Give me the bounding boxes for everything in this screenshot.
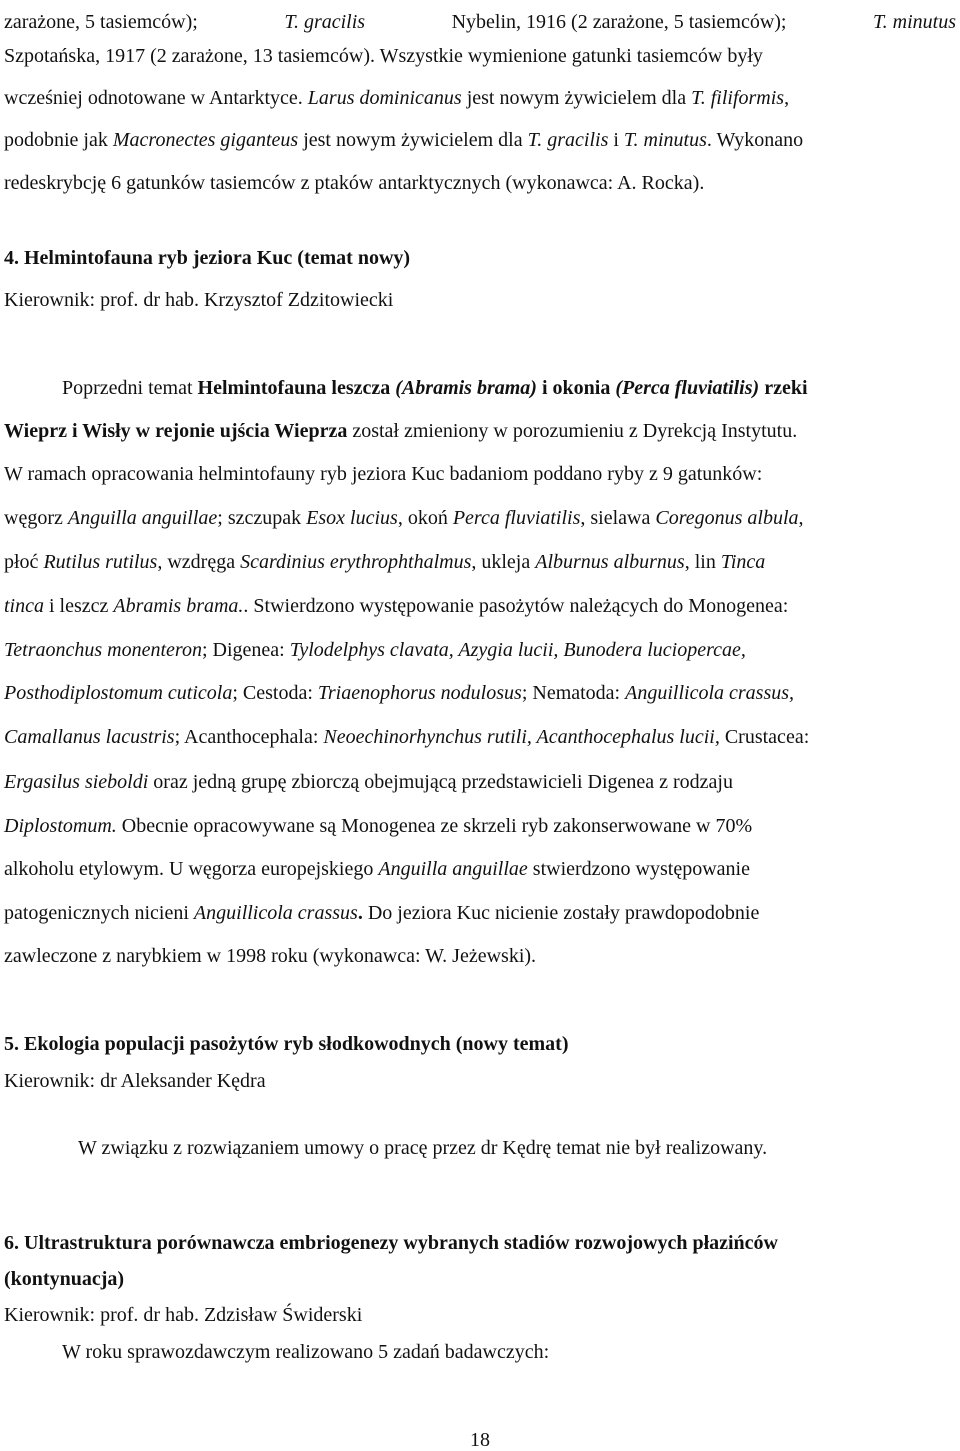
text-run: , lin (684, 551, 721, 573)
species-name: Neoechinorhynchus rutili, Acanthocephalus lucii, (323, 726, 720, 748)
text-run: , ukleja (471, 551, 536, 573)
text-run: ; Digenea: (201, 639, 290, 661)
species-name: Abramis brama. (113, 595, 244, 617)
text-run: Nybelin, 1916 (2 zarażone, 5 tasiemców); (446, 11, 792, 33)
s4-line-2 (4, 421, 956, 441)
intro-line-4 (4, 130, 956, 150)
text-run: . (357, 902, 363, 924)
text-run: podobnie jak (4, 129, 113, 151)
s4-line-7 (4, 640, 956, 660)
intro-line-3 (4, 88, 956, 108)
species-name: Tylodelphys clavata, Azygia lucii, Bunodera luciopercae, (289, 639, 746, 661)
species-name: Anguilla anguillae (378, 858, 528, 880)
text-run: jest nowym żywicielem dla (461, 87, 692, 109)
s4-line-3: W ramach opracowania helmintofauny ryb jeziora Kuc badaniom poddano ryby z 9 gatunków: (4, 463, 763, 485)
species-name: Coregonus albula (655, 507, 799, 529)
species-name: Anguillicola crassus, (625, 682, 795, 704)
species-name: Tetraonchus monenteron (4, 639, 202, 661)
text-run: płoć (4, 551, 44, 573)
species-name: Larus dominicanus (307, 87, 462, 109)
text-run: stwierdzono występowanie (527, 858, 750, 880)
s4-line-12 (4, 859, 956, 879)
text-run: został zmieniony w porozumieniu z Dyrekcją Instytutu. (347, 420, 798, 442)
section-6-text: W roku sprawozdawczym realizowano 5 zadań badawczych: (62, 1341, 550, 1363)
species-name: tinca (4, 595, 44, 617)
s4-line-6 (4, 596, 956, 616)
species-name: Anguilla anguillae (67, 507, 218, 529)
text-run: , (798, 507, 804, 529)
s4-line-1 (62, 378, 956, 398)
text-run: ; Cestoda: (232, 682, 318, 704)
s4-line-5 (4, 552, 956, 572)
species-name: T. gracilis (284, 11, 366, 33)
intro-line-2 (4, 46, 956, 66)
s4-line-10 (4, 772, 956, 792)
text-run: , wzdręga (157, 551, 241, 573)
species-name: T. gracilis (527, 129, 609, 151)
topic-title: i okonia (536, 377, 616, 399)
text-run: Poprzedni temat (62, 377, 198, 399)
species-name: Alburnus alburnus (535, 551, 685, 573)
species-name: Camallanus lacustris (4, 726, 175, 748)
species-name: Esox lucius (306, 507, 398, 529)
text-run: . Stwierdzono występowanie pasożytów należących do Monogenea: (243, 595, 789, 617)
text-run: Szpotańska, 1917 (2 zarażone, 13 tasiemców). Wszystkie wymienione gatunki tasiemców były (4, 45, 763, 67)
text-run: , (784, 87, 790, 109)
s4-line-8 (4, 683, 956, 703)
species-name: Posthodiplostomum cuticola (4, 682, 233, 704)
species-name: Scardinius erythrophthalmus (240, 551, 472, 573)
species-name: Diplostomum. (4, 815, 117, 837)
species-name: Ergasilus sieboldi (4, 771, 149, 793)
text-run: wcześniej odnotowane w Antarktyce. (4, 87, 308, 109)
species-name: Tinca (720, 551, 766, 573)
text-run: alkoholu etylowym. U węgorza europejskiego (4, 858, 379, 880)
text-run: i leszcz (44, 595, 114, 617)
section-6-heading-cont: (kontynuacja) (4, 1268, 125, 1290)
text-run: . Wykonano (706, 129, 804, 151)
text-run: Crustacea: (719, 726, 810, 748)
section-4-leader: Kierownik: prof. dr hab. Krzysztof Zdzitowiecki (4, 289, 394, 311)
text-run: ; Acanthocephala: (174, 726, 324, 748)
text-run: oraz jedną grupę zbiorczą obejmującą przedstawicieli Digenea z rodzaju (148, 771, 733, 793)
s4-line-14: zawleczone z narybkiem w 1998 roku (wykonawca: W. Jeżewski). (4, 945, 537, 967)
text-run: redeskrybcję 6 gatunków tasiemców z ptaków antarktycznych (wykonawca: A. Rocka). (4, 172, 705, 194)
topic-title: Helmintofauna leszcza (197, 377, 396, 399)
topic-title: rzeki (759, 377, 808, 399)
s4-line-4 (4, 508, 956, 528)
text-run: węgorz (4, 507, 68, 529)
species-name: Macronectes giganteus (112, 129, 299, 151)
section-5-leader: Kierownik: dr Aleksander Kędra (4, 1070, 266, 1092)
s4-line-9 (4, 727, 956, 747)
species-name: Rutilus rutilus (43, 551, 158, 573)
species-name: Anguillicola crassus (193, 902, 358, 924)
species-name: T. filiformis (691, 87, 785, 109)
s4-line-11 (4, 816, 956, 836)
text-run: patogenicznych nicieni (4, 902, 194, 924)
text-run: ; szczupak (217, 507, 307, 529)
text-run: ; Nematoda: (521, 682, 626, 704)
s4-line-13 (4, 903, 956, 923)
topic-title: Wieprz i Wisły w rejonie ujścia Wieprza (4, 420, 348, 442)
species-name: (Abramis brama) (395, 377, 537, 399)
species-name: T. minutus (873, 11, 956, 33)
section-5-text: W związku z rozwiązaniem umowy o pracę przez dr Kędrę temat nie był realizowany. (78, 1137, 768, 1159)
text-run: jest nowym żywicielem dla (298, 129, 528, 151)
intro-line-1 (4, 12, 956, 32)
species-name: T. minutus (623, 129, 707, 151)
text-run: , okoń (397, 507, 453, 529)
section-5-heading: 5. Ekologia populacji pasożytów ryb słodkowodnych (nowy temat) (4, 1033, 569, 1055)
species-name: (Perca fluviatilis) (615, 377, 760, 399)
text-run: i (608, 129, 624, 151)
section-6-heading: 6. Ultrastruktura porównawcza embriogenezy wybranych stadiów rozwojowych płazińców (4, 1232, 779, 1254)
species-name: Perca fluviatilis (452, 507, 581, 529)
text-run: , sielawa (580, 507, 656, 529)
section-4-heading: 4. Helmintofauna ryb jeziora Kuc (temat nowy) (4, 247, 411, 269)
section-6-leader: Kierownik: prof. dr hab. Zdzisław Świderski (4, 1304, 363, 1326)
text-run: zarażone, 5 tasiemców); (4, 11, 203, 33)
text-run: Do jeziora Kuc nicienie zostały prawdopodobnie (362, 902, 760, 924)
text-run: Obecnie opracowywane są Monogenea ze skrzeli ryb zakonserwowane w 70% (116, 815, 753, 837)
intro-line-5 (4, 173, 956, 193)
page-number: 18 (470, 1429, 490, 1451)
species-name: Triaenophorus nodulosus (317, 682, 522, 704)
